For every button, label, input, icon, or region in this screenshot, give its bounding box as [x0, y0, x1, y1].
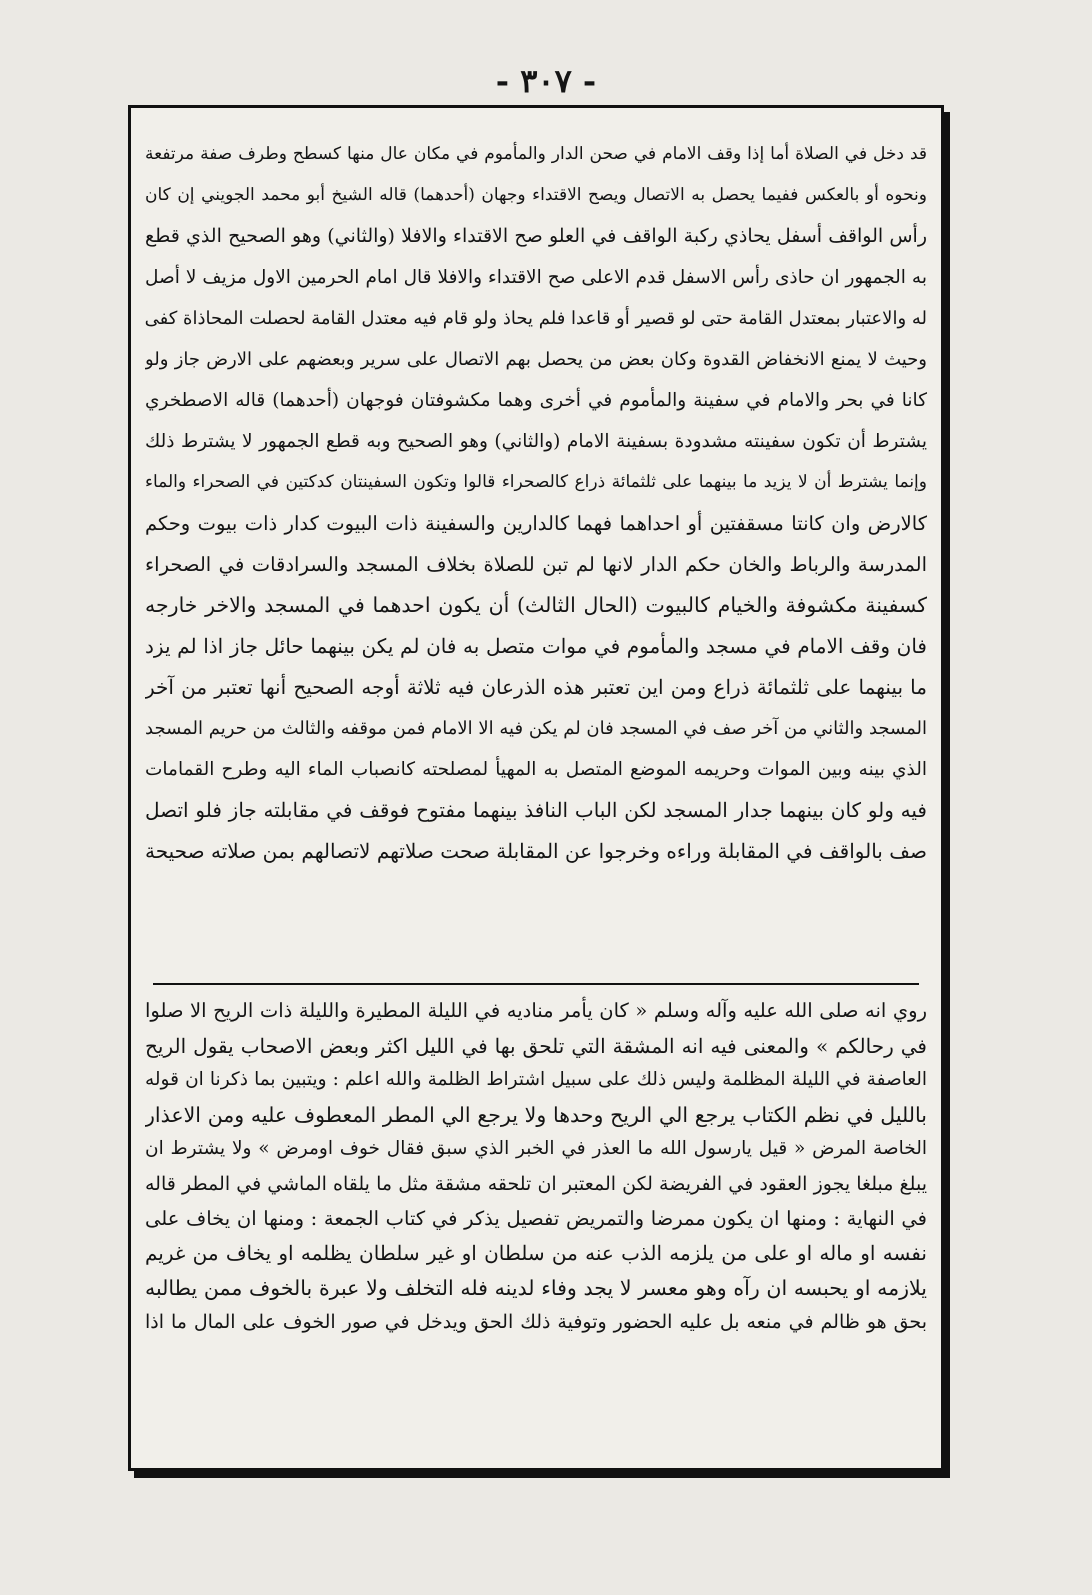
main-text-line: المسجد والثاني من آخر صف في المسجد فان لم يكن فيه الا الامام فمن موقفه والثالث من حريم المسجد [145, 718, 927, 739]
main-text-line: ما بينهما على ثلثمائة ذراع ومن اين تعتبر هذه الذرعان فيه ثلاثة أوجه الصحيح أنها تعتبر من آخر [145, 675, 927, 699]
footnote-line: العاصفة في الليلة المظلمة وليس ذلك على سبيل اشتراط الظلمة والله اعلم : ويتبين بما ذكرنا ان قوله [145, 1069, 927, 1091]
footnote-line: بحق هو ظالم في منعه بل عليه الحضور وتوفية ذلك الحق ويدخل في صور الخوف على المال ما اذا [145, 1311, 927, 1334]
footnote-line: يبلغ مبلغا يجوز العقود في الفريضة لكن المعتبر ان تلحقه مشقة مثل ما يلقاه الماشي في المطر قاله [145, 1172, 927, 1195]
main-text-line: الذي بينه وبين الموات وحريمه الموضع المتصل به المهيأ لمصلحته كانصباب الماء اليه وطرح القمامات [145, 759, 927, 780]
main-text-line: قد دخل في الصلاة أما إذا وقف الامام في صحن الدار والمأموم في مكان عال منها كسطح وطرف صفة مرتفعة [145, 144, 927, 164]
main-text-line: كانا في بحر والامام في سفينة والمأموم في أخرى وهما مكشوفتان فوجهان (أحدهما) قاله الاصطخري [145, 390, 927, 411]
footnote-line: بالليل في نظم الكتاب يرجع الي الريح وحدها ولا يرجع الي المطر المعطوف عليه ومن الاعذار [145, 1102, 927, 1127]
footnote-block [145, 994, 927, 1340]
main-text-line: فيه ولو كان بينهما جدار المسجد لكن الباب النافذ بينهما مفتوح فوقف في مقابلته جاز فلو اتصل [145, 798, 927, 822]
footnote-line: الخاصة المرض « قيل يارسول الله ما العذر في الخبر الذي سبق فقال خوف اومرض » ولا يشترط ان [145, 1138, 927, 1160]
main-text-line: صف بالواقف في المقابلة وراءه وخرجوا عن المقابلة صحت صلاتهم لاتصالهم بمن صلاته صحيحة [145, 839, 927, 863]
main-text-line: كسفينة مكشوفة والخيام كالبيوت (الحال الثالث) أن يكون احدهما في المسجد والاخر خارجه [145, 593, 927, 617]
main-text-line: به الجمهور ان حاذى رأس الاسفل قدم الاعلى صح الاقتداء والافلا قال امام الحرمين الاول مزيف لا أصل [145, 267, 927, 288]
main-text-block [145, 134, 927, 872]
footnote-line: في النهاية : ومنها ان يكون ممرضا والتمريض تفصيل يذكر في كتاب الجمعة : ومنها ان يخاف على [145, 1206, 927, 1230]
main-text-line: وإنما يشترط أن لا يزيد ما بينهما على ثلثمائة ذراع كالصحراء قالوا وتكون السفينتان كدكتين في الصحراء والماء [145, 472, 927, 492]
main-text-line: له والاعتبار بمعتدل القامة حتى لو قصير أو قاعدا فلم يحاذ ولو قام فيه معتدل القامة لحصلت المحاذاة كفى [145, 308, 927, 329]
page-number: - ٣٠٧ - [495, 62, 597, 100]
main-text-line: فان وقف الامام في مسجد والمأموم في موات متصل به فان لم يكن بينهما حائل جاز اذا لم يزد [145, 634, 927, 658]
main-text-line: ونحوه أو بالعكس ففيما يحصل به الاتصال ويصح الاقتداء وجهان (أحدهما) قاله الشيخ أبو محمد الجويني إن كان [145, 185, 927, 205]
main-text-line: كالارض وان كانتا مسقفتين أو احداهما فهما كالدارين والسفينة ذات البيوت كدار ذات بيوت وحكم [145, 512, 927, 535]
text-frame [128, 105, 944, 1471]
footnote-line: يلازمه او يحبسه ان رآه وهو معسر لا يجد وفاء لدينه فله التخلف ولا عبرة بالخوف ممن يطالبه [145, 1275, 927, 1300]
footnote-line: نفسه او ماله او على من يلزمه الذب عنه من سلطان او غير سلطان يظلمه او يخاف من غريم [145, 1241, 927, 1266]
footnote-line: في رحالكم » والمعنى فيه انه المشقة التي تلحق بها في الليل اكثر وبعض الاصحاب يقول الريح [145, 1033, 927, 1058]
main-text-line: رأس الواقف أسفل يحاذي ركبة الواقف في العلو صح الاقتداء والافلا (والثاني) وهو الصحيح الذي قطع [145, 225, 927, 247]
main-text-line: يشترط أن تكون سفينته مشدودة بسفينة الامام (والثاني) وهو الصحيح وبه قطع الجمهور لا يشترط ذلك [145, 431, 927, 452]
footnote-line: روي انه صلى الله عليه وآله وسلم « كان يأمر مناديه في الليلة المطيرة والليلة ذات الريح الا صلوا [145, 999, 927, 1022]
main-text-line: وحيث لا يمنع الانخفاض القدوة وكان بعض من يحصل بهم الاتصال على سرير وبعضهم على الارض جاز ولو [145, 349, 927, 370]
footnote-separator [153, 983, 919, 985]
main-text-line: المدرسة والرباط والخان حكم الدار لانها لم تبن للصلاة بخلاف المسجد والسرادقات في الصحراء [145, 553, 927, 576]
